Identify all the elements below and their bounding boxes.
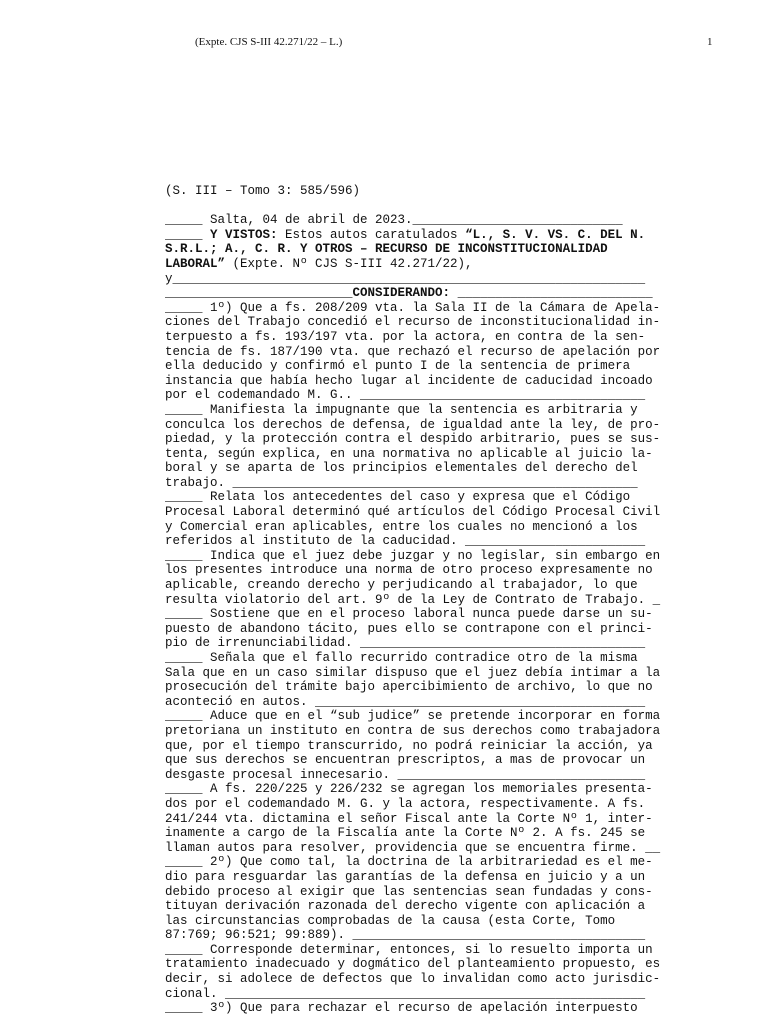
text-line: _____ 1º) Que a fs. 208/209 vta. la Sala II de la Cámara de Apela- xyxy=(165,300,661,315)
text-line: cional. ________________________________________________________ xyxy=(165,986,646,1001)
text-line: dio para resguardar las garantías de la defensa en juicio y a un xyxy=(165,869,646,884)
text-line: dos por el codemandado M. G. y la actora, respectivamente. A fs. xyxy=(165,796,646,811)
text-line: tratamiento inadecuado y dogmático del planteamiento propuesto, es xyxy=(165,957,661,972)
text-line: ella deducido y confirmó el punto I de la sentencia de primera xyxy=(165,359,631,374)
text-line: Sala que en un caso similar dispuso que el juez debía intimar a la xyxy=(165,665,661,680)
text-line: resulta violatorio del art. 9º de la Ley de Contrato de Trabajo. _ xyxy=(165,592,661,607)
text-line: referidos al instituto de la caducidad. ________________________ xyxy=(165,534,646,549)
volume-reference: (S. III – Tomo 3: 585/596) xyxy=(165,184,361,198)
text-line: _____ Manifiesta la impugnante que la sentencia es arbitraria y xyxy=(165,402,638,417)
text-line: que sus derechos se encuentran prescriptos, a mas de provocar un xyxy=(165,753,646,768)
case-title-part-2: S.R.L.; A., C. R. Y OTROS – RECURSO DE INCONSTITUCIONALIDAD xyxy=(165,242,608,257)
text-line: Procesal Laboral determinó qué artículos del Código Procesal Civil xyxy=(165,505,661,520)
text-line: _____ Corresponde determinar, entonces, si lo resuelto importa un xyxy=(165,942,653,957)
text-line: trabajo. ______________________________________________________ xyxy=(165,475,638,490)
considerando-text xyxy=(165,301,715,1016)
text-line: terpuesto a fs. 193/197 vta. por la actora, en contra de la sen- xyxy=(165,329,646,344)
text-line: inamente a cargo de la Fiscalía ante la Corte Nº 2. A fs. 245 se xyxy=(165,826,646,841)
vistos-lead: _____ xyxy=(165,227,211,242)
text-line: conculca los derechos de defensa, de igualdad ante la ley, de pro- xyxy=(165,417,661,432)
text-line: aplicable, creando derecho y perjudicando al trabajador, lo que xyxy=(165,578,638,593)
case-title-part-1: “L., S. V. VS. C. DEL N. xyxy=(465,227,646,242)
text-line: pio de irrenunciabilidad. ______________________________________ xyxy=(165,636,646,651)
text-line: _____ A fs. 220/225 y 226/232 se agregan los memoriales presenta- xyxy=(165,782,653,797)
text-line: decir, si adolece de defectos que lo invalidan como acto jurisdic- xyxy=(165,972,661,987)
text-line: tenta, según explica, en una normativa no aplicable al juicio la- xyxy=(165,446,653,461)
text-line: pretoriana un instituto en contra de sus derechos como trabajadora xyxy=(165,723,661,738)
considerando-lead: _________________________ xyxy=(165,286,353,301)
vistos-intro: Estos autos caratulados xyxy=(277,227,466,242)
vistos-line-1 xyxy=(165,228,715,243)
text-line: _____ 3º) Que para rechazar el recurso de apelación interpuesto xyxy=(165,1001,638,1016)
text-line: tituyan derivación razonada del derecho vigente con aplicación a xyxy=(165,899,646,914)
text-line: piedad, y la protección contra el despido arbitrario, pues se sus- xyxy=(165,432,661,447)
considerando-line xyxy=(165,286,715,301)
text-line: 87:769; 96:521; 99:889). _______________________________________ xyxy=(165,928,646,943)
vistos-line-3 xyxy=(165,257,715,272)
text-line: llaman autos para resolver, providencia que se encuentra firme. __ xyxy=(165,840,661,855)
text-line: debido proceso al exigir que las sentencias sean fundadas y cons- xyxy=(165,884,653,899)
vistos-heading: Y VISTOS: xyxy=(210,227,278,242)
text-line: por el codemandado M. G.. ______________________________________ xyxy=(165,388,646,403)
text-line: _____ Relata los antecedentes del caso y expresa que el Código xyxy=(165,490,631,505)
page-number: 1 xyxy=(707,36,713,48)
text-line: puesto de abandono tácito, pues ello se contrapone con el princi- xyxy=(165,621,653,636)
blank-line xyxy=(165,199,715,214)
text-line: _____ 2º) Que como tal, la doctrina de la arbitrariedad es el me- xyxy=(165,855,653,870)
considerando-tail: __________________________ xyxy=(450,286,653,301)
case-file-number: (Expte. Nº CJS S-III 42.271/22), xyxy=(225,256,473,271)
text-line: desgaste procesal innecesario. _________________________________ xyxy=(165,767,646,782)
text-line: y Comercial eran aplicables, entre los cuales no mencionó a los xyxy=(165,519,638,534)
text-line: que, por el tiempo transcurrido, no podrá reiniciar la acción, ya xyxy=(165,738,653,753)
case-reference-header: (Expte. CJS S-III 42.271/22 – L.) xyxy=(195,36,343,48)
text-line: las circunstancias comprobadas de la causa (esta Corte, Tomo xyxy=(165,913,616,928)
considerando-heading: CONSIDERANDO: xyxy=(352,286,451,301)
text-line: aconteció en autos. ____________________________________________ xyxy=(165,694,646,709)
text-line: _____ Indica que el juez debe juzgar y no legislar, sin embargo en xyxy=(165,548,661,563)
vistos-line-4: y_______________________________________________________________ xyxy=(165,271,646,286)
text-line: prosecución del trámite bajo apercibimiento de archivo, lo que no xyxy=(165,680,653,695)
text-line: ciones del Trabajo concedió el recurso de inconstitucionalidad in- xyxy=(165,315,661,330)
text-line: boral y se aparta de los principios elementales del derecho del xyxy=(165,461,638,476)
text-line: tencia de fs. 187/190 vta. que rechazó el recurso de apelación por xyxy=(165,344,661,359)
text-line: _____ Sostiene que en el proceso laboral nunca puede darse un su- xyxy=(165,607,653,622)
text-line: _____ Señala que el fallo recurrido contradice otro de la misma xyxy=(165,651,638,665)
text-line: los presentes introduce una norma de otro proceso expresamente no xyxy=(165,563,653,578)
document-body xyxy=(165,184,715,1016)
case-title-part-3: LABORAL” xyxy=(165,256,226,271)
text-line: 241/244 vta. dictamina el señor Fiscal ante la Corte Nº 1, inter- xyxy=(165,811,653,826)
text-line: _____ Aduce que en el “sub judice” se pretende incorporar en forma xyxy=(165,709,661,724)
date-line: _____ Salta, 04 de abril de 2023.____________________________ xyxy=(165,213,623,228)
text-line: instancia que había hecho lugar al incidente de caducidad incoado xyxy=(165,373,653,388)
